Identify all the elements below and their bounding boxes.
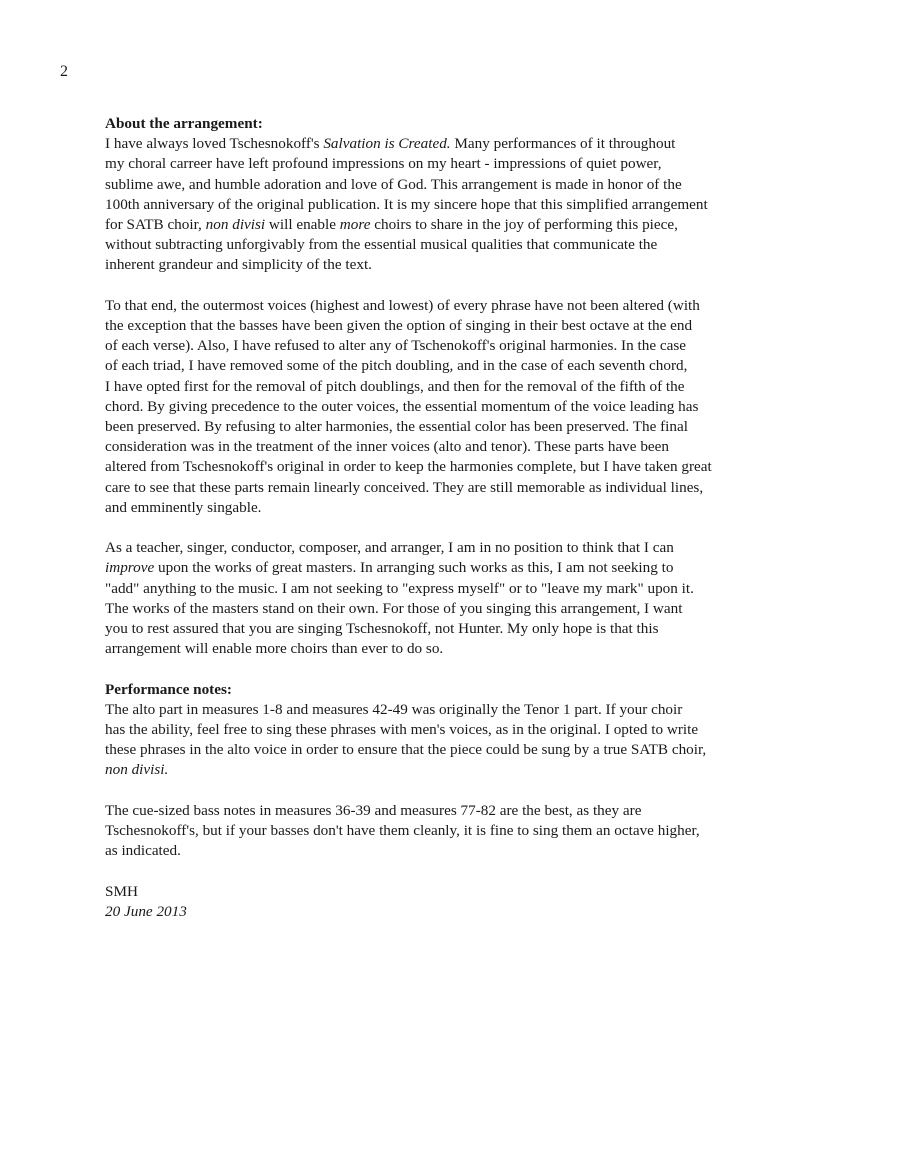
text-line (105, 821, 817, 841)
italic-text: non divisi. (105, 761, 169, 779)
text-line (105, 134, 817, 154)
text-line (105, 457, 817, 477)
text-run: I have opted first for the removal of pitch doublings, and then for the removal of the fifth of the (105, 377, 685, 395)
italic-text: improve (105, 559, 155, 577)
text-line (105, 498, 817, 518)
text-run: As a teacher, singer, conductor, composer, and arranger, I am in no position to think that I can (105, 539, 674, 557)
text-line (105, 639, 817, 659)
text-run: inherent grandeur and simplicity of the text. (105, 256, 372, 274)
text-line (105, 619, 817, 639)
text-run: 100th anniversary of the original publication. It is my sincere hope that this simplified arrangement (105, 195, 708, 213)
arrangement-paragraph-2 (105, 296, 817, 518)
text-run: my choral carreer have left profound impressions on my heart - impressions of quiet power, (105, 155, 662, 173)
performance-paragraph-1 (105, 700, 817, 781)
arrangement-heading: About the arrangement: (105, 115, 263, 132)
text-line (105, 397, 817, 417)
text-run: of each verse). Also, I have refused to alter any of Tschenokoff's original harmonies. In the case (105, 337, 686, 355)
text-run: the exception that the basses have been given the option of singing in their best octave at the end (105, 317, 693, 335)
italic-text: more (339, 216, 371, 234)
text-run: of each triad, I have removed some of the pitch doubling, and in the case of each seventh chord, (105, 357, 688, 375)
signature-date: 20 June 2013 (105, 902, 187, 920)
text-run: consideration was in the treatment of the inner voices (alto and tenor). These parts have been (105, 438, 669, 456)
text-line (105, 740, 817, 760)
arrangement-paragraph-3 (105, 538, 817, 659)
text-run: To that end, the outermost voices (highest and lowest) of every phrase have not been altered (with (105, 296, 700, 314)
text-line (105, 356, 817, 376)
text-run: for SATB choir, (105, 216, 206, 234)
page-number: 2 (60, 63, 68, 80)
text-run: choirs to share in the joy of performing this piece, (370, 216, 678, 234)
text-run: I have always loved Tschesnokoff's (105, 135, 324, 153)
text-line (105, 154, 817, 174)
text-line (105, 296, 817, 316)
text-run: upon the works of great masters. In arranging such works as this, I am not seeking to (154, 559, 674, 577)
text-line (105, 336, 817, 356)
italic-text: non divisi (205, 216, 266, 234)
text-line (105, 215, 817, 235)
text-run: will enable (265, 216, 340, 234)
text-line (105, 316, 817, 336)
text-run: Many performances of it throughout (450, 135, 676, 153)
performance-heading: Performance notes: (105, 680, 232, 698)
text-line (105, 417, 817, 437)
text-line (105, 175, 817, 195)
text-run: The cue-sized bass notes in measures 36-39 and measures 77-82 are the best, as they are (105, 801, 642, 819)
text-line (105, 841, 817, 861)
arrangement-paragraph-1 (105, 134, 817, 275)
text-run: and emminently singable. (105, 498, 262, 516)
text-run: these phrases in the alto voice in order to ensure that the piece could be sung by a true SATB choir, (105, 741, 707, 759)
text-run: as indicated. (105, 842, 181, 860)
text-line (105, 538, 817, 558)
text-run: altered from Tschesnokoff's original in order to keep the harmonies complete, but I have taken great (105, 458, 712, 476)
text-line (105, 235, 817, 255)
text-run: arrangement will enable more choirs than ever to do so. (105, 640, 444, 658)
text-run: sublime awe, and humble adoration and love of God. This arrangement is made in honor of the (105, 175, 682, 193)
text-line (105, 377, 817, 397)
text-run: The works of the masters stand on their own. For those of you singing this arrangement, I want (105, 599, 683, 617)
text-run: chord. By giving precedence to the outer voices, the essential momentum of the voice leading has (105, 397, 699, 415)
text-line (105, 478, 817, 498)
text-run: has the ability, feel free to sing these phrases with men's voices, as in the original. I opted to write (105, 721, 699, 739)
text-line (105, 195, 817, 215)
italic-text: Salvation is Created. (323, 135, 451, 153)
text-run: without subtracting unforgivably from the essential musical qualities that communicate the (105, 236, 658, 254)
signature-block (105, 882, 817, 922)
text-line (105, 599, 817, 619)
text-line (105, 760, 817, 780)
text-run: "add" anything to the music. I am not seeking to "express myself" or to "leave my mark" upon it. (105, 579, 694, 597)
document-body (105, 114, 817, 922)
text-run: been preserved. By refusing to alter harmonies, the essential color has been preserved. The final (105, 418, 688, 436)
text-run: The alto part in measures 1-8 and measures 42-49 was originally the Tenor 1 part. If your choir (105, 700, 683, 718)
text-line (105, 255, 817, 275)
text-line (105, 801, 817, 821)
text-run: care to see that these parts remain linearly conceived. They are still memorable as individual lines, (105, 478, 704, 496)
text-line (105, 720, 817, 740)
text-run: Tschesnokoff's, but if your basses don't have them cleanly, it is fine to sing them an octave higher, (105, 822, 700, 840)
text-line (105, 558, 817, 578)
performance-paragraph-2 (105, 801, 817, 862)
text-line (105, 437, 817, 457)
text-line (105, 579, 817, 599)
signature-initials: SMH (105, 882, 138, 900)
text-run: you to rest assured that you are singing Tschesnokoff, not Hunter. My only hope is that this (105, 620, 659, 638)
text-line (105, 700, 817, 720)
